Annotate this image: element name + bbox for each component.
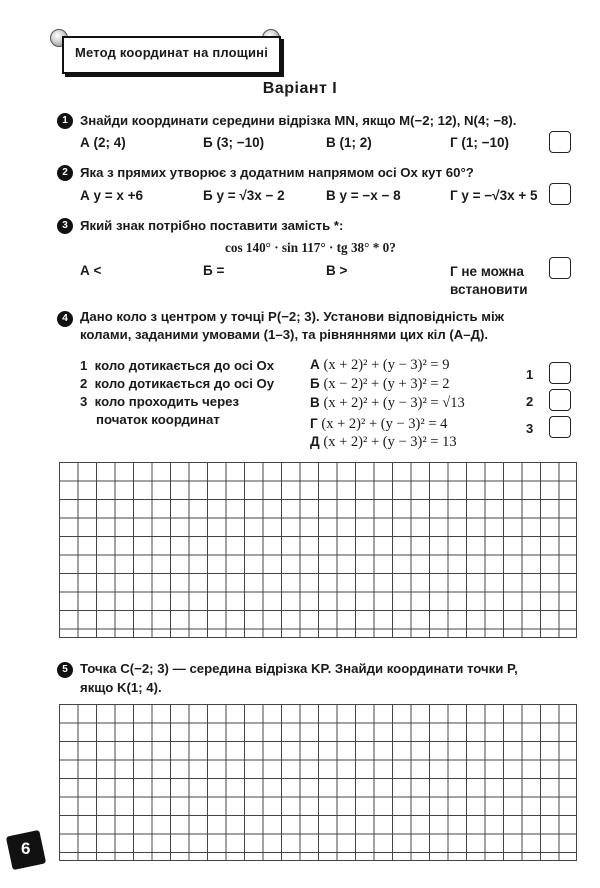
q4-match-box-1[interactable]: [549, 362, 571, 384]
q4-condition-number: 1: [80, 358, 88, 373]
q4-equation-b: [310, 376, 449, 393]
page-number: 6: [21, 839, 31, 859]
q3-option-b: Б =: [203, 263, 225, 278]
q4-equation-d: [310, 416, 447, 433]
q1-option-c: В (1; 2): [326, 135, 372, 150]
q3-expression: cos 140° · sin 117° · tg 38° * 0?: [225, 240, 396, 255]
q4-equation-text: (x + 2)² + (y − 3)² = 13: [323, 434, 457, 450]
q3-option-c: В >: [326, 263, 348, 278]
question-4-text-line1: Дано коло з центром у точці P(−2; 3). Установи відповідність між: [80, 309, 505, 324]
q2-option-c: В y = −x − 8: [326, 188, 401, 203]
q4-condition-number: 3: [80, 394, 88, 409]
question-number-4: 4: [57, 311, 73, 327]
question-number-5: 5: [57, 662, 73, 678]
q2-option-d: Г y = −√3x + 5: [450, 188, 538, 203]
header-banner: [62, 36, 281, 74]
q3-answer-box[interactable]: [549, 257, 571, 279]
q4-equation-text: (x − 2)² + (y + 3)² = 2: [323, 376, 450, 392]
q4-match-label-2: 2: [526, 394, 534, 409]
q4-equation-c: [310, 395, 465, 412]
question-number-3: 3: [57, 218, 73, 234]
question-number-2: 2: [57, 165, 73, 181]
question-3-text: Який знак потрібно поставити замість *:: [80, 218, 344, 233]
q4-equation-text: (x + 2)² + (y − 3)² = 9: [323, 357, 450, 373]
q4-condition-text: коло проходить через: [94, 394, 240, 409]
q4-equation-letter: Б: [310, 376, 320, 391]
q2-option-b: Б y = √3x − 2: [203, 188, 285, 203]
q3-option-d: Г не можна встановити: [450, 264, 528, 297]
q4-equation-letter: В: [310, 395, 320, 410]
q4-equation-text: (x + 2)² + (y − 3)² = √13: [323, 395, 465, 411]
q4-equation-text: (x + 2)² + (y − 3)² = 4: [321, 416, 448, 432]
question-4-text-line2: колами, заданими умовами (1–3), та рівняннями цих кіл (А–Д).: [80, 327, 489, 342]
q4-condition-3: [80, 394, 239, 409]
q4-condition-number: 2: [80, 376, 88, 391]
answer-grid-1[interactable]: [59, 462, 577, 638]
question-number-1: 1: [57, 113, 73, 129]
q1-option-d: Г (1; −10): [450, 135, 510, 150]
q4-equation-e: [310, 434, 457, 451]
q4-equation-letter: Г: [310, 416, 318, 431]
q1-option-b: Б (3; −10): [203, 135, 265, 150]
q4-condition-text: коло дотикається до осі Oy: [94, 376, 275, 391]
q1-option-a: А (2; 4): [80, 135, 126, 150]
q2-option-a: А y = x +6: [80, 188, 144, 203]
q4-match-box-3[interactable]: [549, 416, 571, 438]
q4-condition-1: [80, 358, 274, 373]
q1-answer-box[interactable]: [549, 131, 571, 153]
question-1-text: Знайди координати середини відрізка MN, якщо M(−2; 12), N(4; −8).: [80, 113, 517, 128]
q4-condition-text: коло дотикається до осі Ox: [94, 358, 275, 373]
q4-match-label-1: 1: [526, 367, 534, 382]
variant-title: Варіант І: [262, 80, 338, 97]
q4-equation-letter: Д: [310, 434, 320, 449]
q2-answer-box[interactable]: [549, 183, 571, 205]
q4-condition-2: [80, 376, 274, 391]
question-5-text-line2: якщо K(1; 4).: [80, 680, 162, 695]
answer-grid-2[interactable]: [59, 704, 577, 861]
header-title: Метод координат на площині: [74, 45, 269, 60]
page-number-badge: [6, 830, 46, 870]
q3-option-a: А <: [80, 263, 102, 278]
q4-equation-letter: А: [310, 357, 320, 372]
question-5-text-line1: Точка C(−2; 3) — середина відрізка KP. Знайди координати точки P,: [80, 661, 518, 676]
q4-condition-3-continued: початок координат: [96, 412, 220, 427]
q4-match-box-2[interactable]: [549, 389, 571, 411]
q4-equation-a: [310, 357, 449, 374]
question-2-text: Яка з прямих утворює з додатним напрямом осі Ox кут 60°?: [80, 165, 474, 180]
q4-match-label-3: 3: [526, 421, 534, 436]
